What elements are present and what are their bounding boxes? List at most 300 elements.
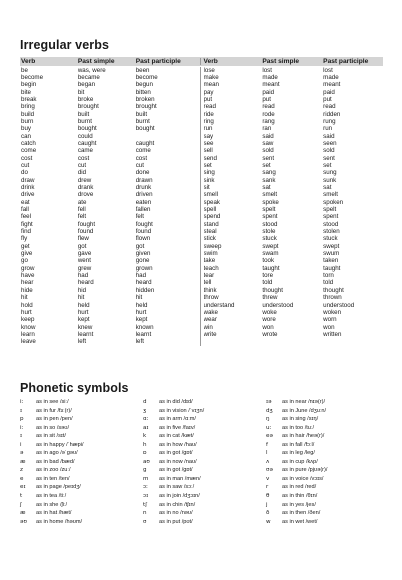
past-participle-cell: bitten xyxy=(135,88,151,96)
past-participle-cell: thrown xyxy=(323,294,342,302)
phonetic-row xyxy=(143,441,266,450)
past-simple-cell: fell xyxy=(77,206,86,214)
right-past-simple-column xyxy=(262,67,323,346)
header-past-participle: Past participle xyxy=(135,58,181,65)
phonetic-example: as in leg /leg/ xyxy=(282,450,315,457)
phonetic-symbol: i xyxy=(20,441,22,448)
phonetic-symbol: g xyxy=(143,467,147,474)
past-simple-cell: felt xyxy=(77,213,87,221)
phonetic-row xyxy=(20,449,143,458)
past-simple-cell: wore xyxy=(262,316,276,324)
verb-cell: hide xyxy=(21,286,33,294)
past-participle-cell: swum xyxy=(323,250,340,258)
phonetic-row xyxy=(266,509,390,518)
phonetic-row xyxy=(143,415,266,424)
verb-cell: take xyxy=(203,257,216,265)
past-simple-cell: understood xyxy=(262,301,294,309)
past-simple-cell: had xyxy=(77,272,89,280)
past-simple-cell: learnt xyxy=(77,330,94,338)
past-participle-cell: swept xyxy=(323,242,340,250)
verb-cell: drink xyxy=(21,184,35,191)
phonetic-symbol: ɑː xyxy=(143,416,149,423)
phonetic-symbol: ʒ xyxy=(143,407,147,414)
phonetic-symbol: w xyxy=(266,518,271,525)
verb-cell: throw xyxy=(203,294,219,302)
phonetic-row xyxy=(266,501,390,510)
past-simple-cell: said xyxy=(262,132,274,140)
verb-cell: think xyxy=(203,286,217,294)
phonetic-example: as in fur /fɜː(r)/ xyxy=(36,407,72,414)
past-participle-cell: worn xyxy=(323,316,337,324)
past-participle-cell: begun xyxy=(135,81,153,89)
header-past-participle: Past participle xyxy=(323,58,369,65)
past-participle-cell: left xyxy=(135,338,144,346)
phonetic-example: as in cup /kʌp/ xyxy=(282,458,318,465)
past-simple-cell: won xyxy=(262,323,274,331)
verb-cell: feel xyxy=(21,213,31,221)
verb-cell: stick xyxy=(203,235,216,243)
past-participle-cell: spoken xyxy=(323,198,344,206)
past-participle-cell: driven xyxy=(135,191,153,199)
phonetic-symbol: aʊ xyxy=(143,458,150,465)
verb-cell: begin xyxy=(21,81,37,89)
verb-cell: spell xyxy=(203,206,217,214)
phonetic-symbols-title: Phonetic symbols xyxy=(20,381,129,395)
verb-cell: find xyxy=(21,228,31,236)
past-participle-cell: felt xyxy=(135,213,144,221)
phonetic-example: as in did /dɪd/ xyxy=(159,399,193,405)
past-simple-cell: heard xyxy=(77,279,94,287)
phonetic-symbol: r xyxy=(266,484,269,491)
phonetic-row xyxy=(266,432,390,441)
phonetic-row xyxy=(143,449,266,458)
past-simple-cell: sold xyxy=(262,147,274,155)
verb-cell: steal xyxy=(203,228,217,236)
phonetic-row xyxy=(20,501,143,510)
phonetic-row xyxy=(266,483,390,492)
phonetic-row xyxy=(143,424,266,433)
phonetic-example: as in fall /fɔːl/ xyxy=(282,441,315,448)
verb-cell: ring xyxy=(203,117,214,125)
past-simple-cell: set xyxy=(262,161,271,169)
verb-cell: hold xyxy=(21,301,33,309)
past-simple-cell: drove xyxy=(77,191,94,199)
verb-cell: grow xyxy=(21,264,35,272)
past-participle-cell: stuck xyxy=(323,235,338,243)
phonetic-example: as in ago /əˈgəʊ/ xyxy=(36,450,78,457)
past-simple-cell: drank xyxy=(77,184,94,191)
verb-cell: speak xyxy=(203,198,221,206)
past-participle-cell: held xyxy=(135,301,148,309)
past-simple-cell: held xyxy=(77,301,90,309)
past-simple-cell: ate xyxy=(77,198,87,206)
verb-cell: pay xyxy=(203,88,214,96)
header-verb: Verb xyxy=(21,58,36,65)
phonetic-row xyxy=(20,415,143,424)
verb-cell: hear xyxy=(21,279,34,287)
verb-cell: spend xyxy=(203,213,221,221)
past-participle-cell: put xyxy=(323,95,332,103)
phonetic-example: as in cat /kæt/ xyxy=(159,433,194,440)
phonetic-row xyxy=(143,407,266,416)
past-participle-cell xyxy=(136,133,200,140)
verb-cell: sing xyxy=(203,169,215,177)
past-participle-cell: flown xyxy=(135,235,151,243)
past-participle-cell: torn xyxy=(323,272,334,280)
past-simple-cell: hurt xyxy=(77,308,89,316)
past-participle-cell: learnt xyxy=(135,330,152,338)
past-simple-cell: took xyxy=(262,257,275,265)
past-simple-cell: did xyxy=(77,169,87,177)
phonetic-symbol: ɪ xyxy=(20,433,23,440)
verb-cell: become xyxy=(21,73,44,81)
phonetic-row xyxy=(266,518,390,527)
phonetic-symbol: p xyxy=(20,416,24,423)
verb-cell: cost xyxy=(21,154,33,162)
verb-cell: wake xyxy=(203,308,218,316)
verb-cell: learn xyxy=(21,330,35,338)
verb-cell: send xyxy=(203,154,217,162)
phonetic-example: as in wet /wet/ xyxy=(282,518,318,525)
past-participle-cell: hurt xyxy=(135,308,147,316)
phonetic-row xyxy=(143,466,266,475)
phonetic-row xyxy=(143,483,266,492)
phonetic-example: as in got /gɒt/ xyxy=(159,467,193,474)
past-simple-cell: rang xyxy=(262,117,275,125)
verb-cell: do xyxy=(21,169,28,177)
past-participle-cell: taken xyxy=(323,257,339,265)
past-participle-cell: got xyxy=(135,242,145,250)
past-participle-cell: taught xyxy=(323,264,341,272)
past-participle-cell: spelt xyxy=(323,206,337,214)
past-simple-cell: saw xyxy=(262,139,274,147)
phonetic-example: as in sing /sɪŋ/ xyxy=(282,416,319,423)
verb-cell: wear xyxy=(203,316,217,324)
phonetic-symbol: ɔɪ xyxy=(143,493,149,500)
past-participle-cell: run xyxy=(323,125,333,133)
phonetic-example: as in ten /ten/ xyxy=(36,475,70,482)
phonetic-row xyxy=(143,518,266,527)
phonetic-symbol: iː xyxy=(20,399,24,405)
past-participle-cell: caught xyxy=(135,139,155,147)
verb-cell: mean xyxy=(203,81,219,89)
phonetic-symbol: tʃ xyxy=(143,501,148,508)
phonetic-example: as in no /nəʊ/ xyxy=(159,510,193,517)
phonetic-row xyxy=(20,458,143,467)
phonetic-example: as in put /pʊt/ xyxy=(159,518,193,525)
past-participle-cell: eaten xyxy=(135,198,152,206)
phonetic-row xyxy=(266,449,390,458)
verb-cell: bring xyxy=(21,103,35,111)
past-participle-cell: sold xyxy=(323,147,335,155)
past-participle-cell: grown xyxy=(135,264,153,272)
verb-cell: write xyxy=(203,330,217,338)
phonetic-symbol: d xyxy=(143,399,147,405)
phonetic-example: as in pure /pjʊə(r)/ xyxy=(282,467,328,474)
verb-cell: drive xyxy=(21,191,35,199)
phonetic-symbol: dʒ xyxy=(266,407,273,414)
verb-cell: go xyxy=(21,257,28,265)
left-verb-column xyxy=(20,67,78,346)
verb-cell: ride xyxy=(203,110,214,118)
verb-cell: set xyxy=(203,161,212,169)
past-simple-cell: swam xyxy=(262,250,279,258)
verb-cell: can xyxy=(21,132,31,140)
past-simple-cell: bought xyxy=(77,125,97,133)
past-participle-cell: said xyxy=(323,132,335,140)
past-participle-cell: kept xyxy=(135,316,148,324)
verb-cell: say xyxy=(203,132,214,140)
verb-cell: get xyxy=(21,242,30,250)
phonetic-symbol: aɪ xyxy=(143,424,149,431)
phonetic-example: as in zoo /zuː/ xyxy=(36,467,71,474)
phonetic-row xyxy=(266,492,390,501)
past-simple-cell: flew xyxy=(77,235,89,243)
phonetic-example: as in join /dʒɔɪn/ xyxy=(159,493,200,500)
phonetic-symbol: ð xyxy=(266,510,270,517)
past-simple-cell: hit xyxy=(77,294,85,302)
past-simple-cell: lost xyxy=(262,66,272,74)
past-simple-cell: brought xyxy=(77,103,99,111)
phonetic-row xyxy=(266,441,390,450)
past-participle-cell: sent xyxy=(323,154,335,162)
phonetic-example: as in man /mæn/ xyxy=(159,475,201,482)
past-participle-cell: heard xyxy=(135,279,152,287)
past-simple-cell: sat xyxy=(262,184,271,191)
phonetic-example: as in too /tuː/ xyxy=(282,424,315,431)
phonetic-symbol: m xyxy=(143,475,149,482)
past-simple-cell: was, were xyxy=(77,66,106,74)
past-simple-cell: burnt xyxy=(77,117,92,125)
past-simple-cell: spoke xyxy=(262,198,279,206)
phonetic-symbol: æ xyxy=(20,458,26,465)
header-past-simple: Past simple xyxy=(77,58,115,65)
phonetic-example: as in yes /jes/ xyxy=(282,501,316,508)
past-simple-cell: wrote xyxy=(262,330,278,338)
past-simple-cell: stood xyxy=(262,220,278,228)
past-participle-cell: done xyxy=(135,169,150,177)
past-participle-cell: meant xyxy=(323,81,341,89)
past-participle-cell: won xyxy=(323,323,335,331)
irregular-verbs-body xyxy=(20,66,383,346)
phonetic-example: as in hat /hæt/ xyxy=(36,510,72,517)
left-past-participle-column xyxy=(136,67,200,346)
phonetic-symbol: ʊ xyxy=(143,518,147,525)
past-simple-cell: could xyxy=(77,132,93,140)
phonetic-example: as in vision /ˈvɪʒn/ xyxy=(159,407,205,414)
phonetic-symbol: ɒ xyxy=(143,450,147,457)
verb-cell: tell xyxy=(203,279,212,287)
past-simple-cell: kept xyxy=(77,316,90,324)
phonetic-example: as in bad /bæd/ xyxy=(36,458,75,465)
verb-cell: build xyxy=(21,110,35,118)
phonetic-column-2 xyxy=(143,398,266,526)
past-simple-cell: began xyxy=(77,81,96,89)
phonetic-column-1 xyxy=(20,398,143,526)
past-simple-cell: hid xyxy=(77,286,87,294)
phonetic-example: as in then /ðen/ xyxy=(282,510,321,517)
verb-cell: catch xyxy=(21,139,36,147)
phonetic-column-3 xyxy=(266,398,390,526)
past-participle-cell: read xyxy=(323,103,336,111)
past-simple-cell: knew xyxy=(77,323,93,331)
past-simple-cell: ran xyxy=(262,125,272,133)
verb-cell: lose xyxy=(203,66,215,74)
phonetic-symbol: ʌ xyxy=(266,458,270,465)
verb-cell: come xyxy=(21,147,37,155)
phonetic-row xyxy=(266,407,390,416)
phonetic-row xyxy=(20,492,143,501)
phonetic-example: as in hair /heə(r)/ xyxy=(282,433,325,440)
past-simple-cell: left xyxy=(77,338,87,346)
past-simple-cell: built xyxy=(77,110,90,118)
verb-cell: see xyxy=(203,139,214,147)
phonetic-symbol: æ xyxy=(20,510,26,517)
past-simple-cell: cut xyxy=(77,161,87,169)
phonetic-example: as in happy /ˈhæpi/ xyxy=(36,441,84,448)
header-verb: Verb xyxy=(200,58,263,65)
past-simple-cell: put xyxy=(262,95,271,103)
verb-cell: swim xyxy=(203,250,218,258)
past-participle-cell: rung xyxy=(323,117,336,125)
past-participle-cell: become xyxy=(135,73,158,81)
past-participle-cell: smelt xyxy=(323,191,338,199)
phonetic-row xyxy=(266,466,390,475)
past-simple-cell: gave xyxy=(77,250,92,258)
past-simple-cell: sent xyxy=(262,154,275,162)
past-simple-cell: caught xyxy=(77,139,97,147)
past-participle-cell: ridden xyxy=(323,110,341,118)
phonetic-row xyxy=(266,458,390,467)
verb-cell: burn xyxy=(21,117,34,125)
past-participle-cell: given xyxy=(135,250,151,258)
phonetic-row xyxy=(143,509,266,518)
verb-cell: sink xyxy=(203,176,215,184)
phonetic-example: as in home /həʊm/ xyxy=(36,518,83,525)
verb-cell: teach xyxy=(203,264,219,272)
phonetic-row xyxy=(143,458,266,467)
verb-cell: hurt xyxy=(21,308,32,316)
verb-cell: win xyxy=(203,323,213,331)
phonetic-symbol: k xyxy=(143,433,147,440)
phonetic-example: as in now /naʊ/ xyxy=(159,458,197,465)
past-simple-cell: tore xyxy=(262,272,274,280)
verb-cell: keep xyxy=(21,316,35,324)
verb-cell: understand xyxy=(203,301,235,309)
past-simple-cell: spent xyxy=(262,213,278,221)
past-participle-cell: cost xyxy=(135,154,148,162)
verb-cell: draw xyxy=(21,176,35,184)
past-simple-cell: bit xyxy=(77,88,85,96)
past-simple-cell: meant xyxy=(262,81,280,89)
phonetic-example: as in pen /pen/ xyxy=(36,416,73,423)
verb-cell: tear xyxy=(203,272,215,280)
past-participle-cell: stolen xyxy=(323,228,340,236)
past-simple-cell: sank xyxy=(262,176,276,184)
phonetic-row xyxy=(266,424,390,433)
past-simple-cell: told xyxy=(262,279,273,287)
phonetic-example: as in so /səʊ/ xyxy=(36,424,70,431)
past-participle-cell: been xyxy=(135,66,150,74)
verb-cell: make xyxy=(203,73,219,81)
phonetic-row xyxy=(20,509,143,518)
past-simple-cell: thought xyxy=(262,286,283,294)
past-simple-cell: made xyxy=(262,73,278,81)
past-simple-cell: drew xyxy=(77,176,92,184)
past-participle-cell: burnt xyxy=(135,117,150,125)
phonetic-row xyxy=(20,518,143,527)
past-simple-cell: read xyxy=(262,103,275,111)
past-simple-cell: taught xyxy=(262,264,280,272)
phonetic-example: as in saw /sɔː/ xyxy=(159,484,195,491)
past-participle-cell: built xyxy=(135,110,148,118)
irregular-verbs-table xyxy=(20,57,383,346)
verb-cell: bite xyxy=(21,88,31,96)
verb-cell: fall xyxy=(21,206,29,214)
phonetic-symbol: l xyxy=(266,450,268,457)
phonetic-row xyxy=(143,492,266,501)
phonetic-example: as in see /siː/ xyxy=(36,399,69,405)
verb-cell: run xyxy=(203,125,213,133)
phonetic-example: as in got /gɒt/ xyxy=(159,450,193,457)
phonetic-symbol: ɪ xyxy=(20,407,23,414)
phonetic-symbol: θ xyxy=(266,493,270,500)
verb-cell: give xyxy=(21,250,33,258)
past-simple-cell: sang xyxy=(262,169,276,177)
past-participle-cell: understood xyxy=(323,301,355,309)
phonetic-symbol: ʃ xyxy=(20,501,22,508)
past-participle-cell: bought xyxy=(135,125,155,133)
phonetic-symbol: eɪ xyxy=(20,484,26,491)
past-simple-cell: broke xyxy=(77,95,94,103)
past-participle-cell: seen xyxy=(323,139,337,147)
verb-cell: sweep xyxy=(203,242,222,250)
verb-cell: cut xyxy=(21,161,30,169)
phonetic-symbol: eə xyxy=(266,433,273,440)
past-simple-cell: fought xyxy=(77,220,96,228)
phonetic-example: as in tea /tiː/ xyxy=(36,493,67,500)
phonetic-row xyxy=(266,475,390,484)
phonetic-row xyxy=(20,483,143,492)
past-simple-cell: stole xyxy=(262,228,276,236)
past-simple-cell: stuck xyxy=(262,235,277,243)
verb-cell: sit xyxy=(203,184,210,191)
phonetic-example: as in thin /θɪn/ xyxy=(282,493,318,500)
phonetic-example: as in voice /vɔɪs/ xyxy=(282,475,324,482)
past-participle-cell: hit xyxy=(135,294,143,302)
past-simple-cell: woke xyxy=(262,308,277,316)
phonetic-example: as in sit /sɪt/ xyxy=(36,433,66,440)
past-participle-cell: made xyxy=(323,73,339,81)
phonetic-row xyxy=(143,475,266,484)
phonetic-row xyxy=(20,432,143,441)
phonetic-symbol: ə xyxy=(20,450,24,457)
past-participle-cell: come xyxy=(135,147,151,155)
phonetic-symbol: ɔː xyxy=(143,484,148,491)
past-simple-cell: rode xyxy=(262,110,275,118)
phonetic-row xyxy=(20,441,143,450)
header-past-simple: Past simple xyxy=(262,58,299,65)
past-participle-cell: spent xyxy=(323,213,339,221)
past-simple-cell: went xyxy=(77,257,91,265)
past-simple-cell: found xyxy=(77,228,94,236)
phonetic-symbol: ʊə xyxy=(266,467,273,474)
past-participle-cell: cut xyxy=(135,161,144,169)
phonetic-row xyxy=(266,398,390,407)
past-simple-cell: came xyxy=(77,147,93,155)
past-participle-cell: told xyxy=(323,279,334,287)
past-participle-cell: drunk xyxy=(135,184,152,191)
